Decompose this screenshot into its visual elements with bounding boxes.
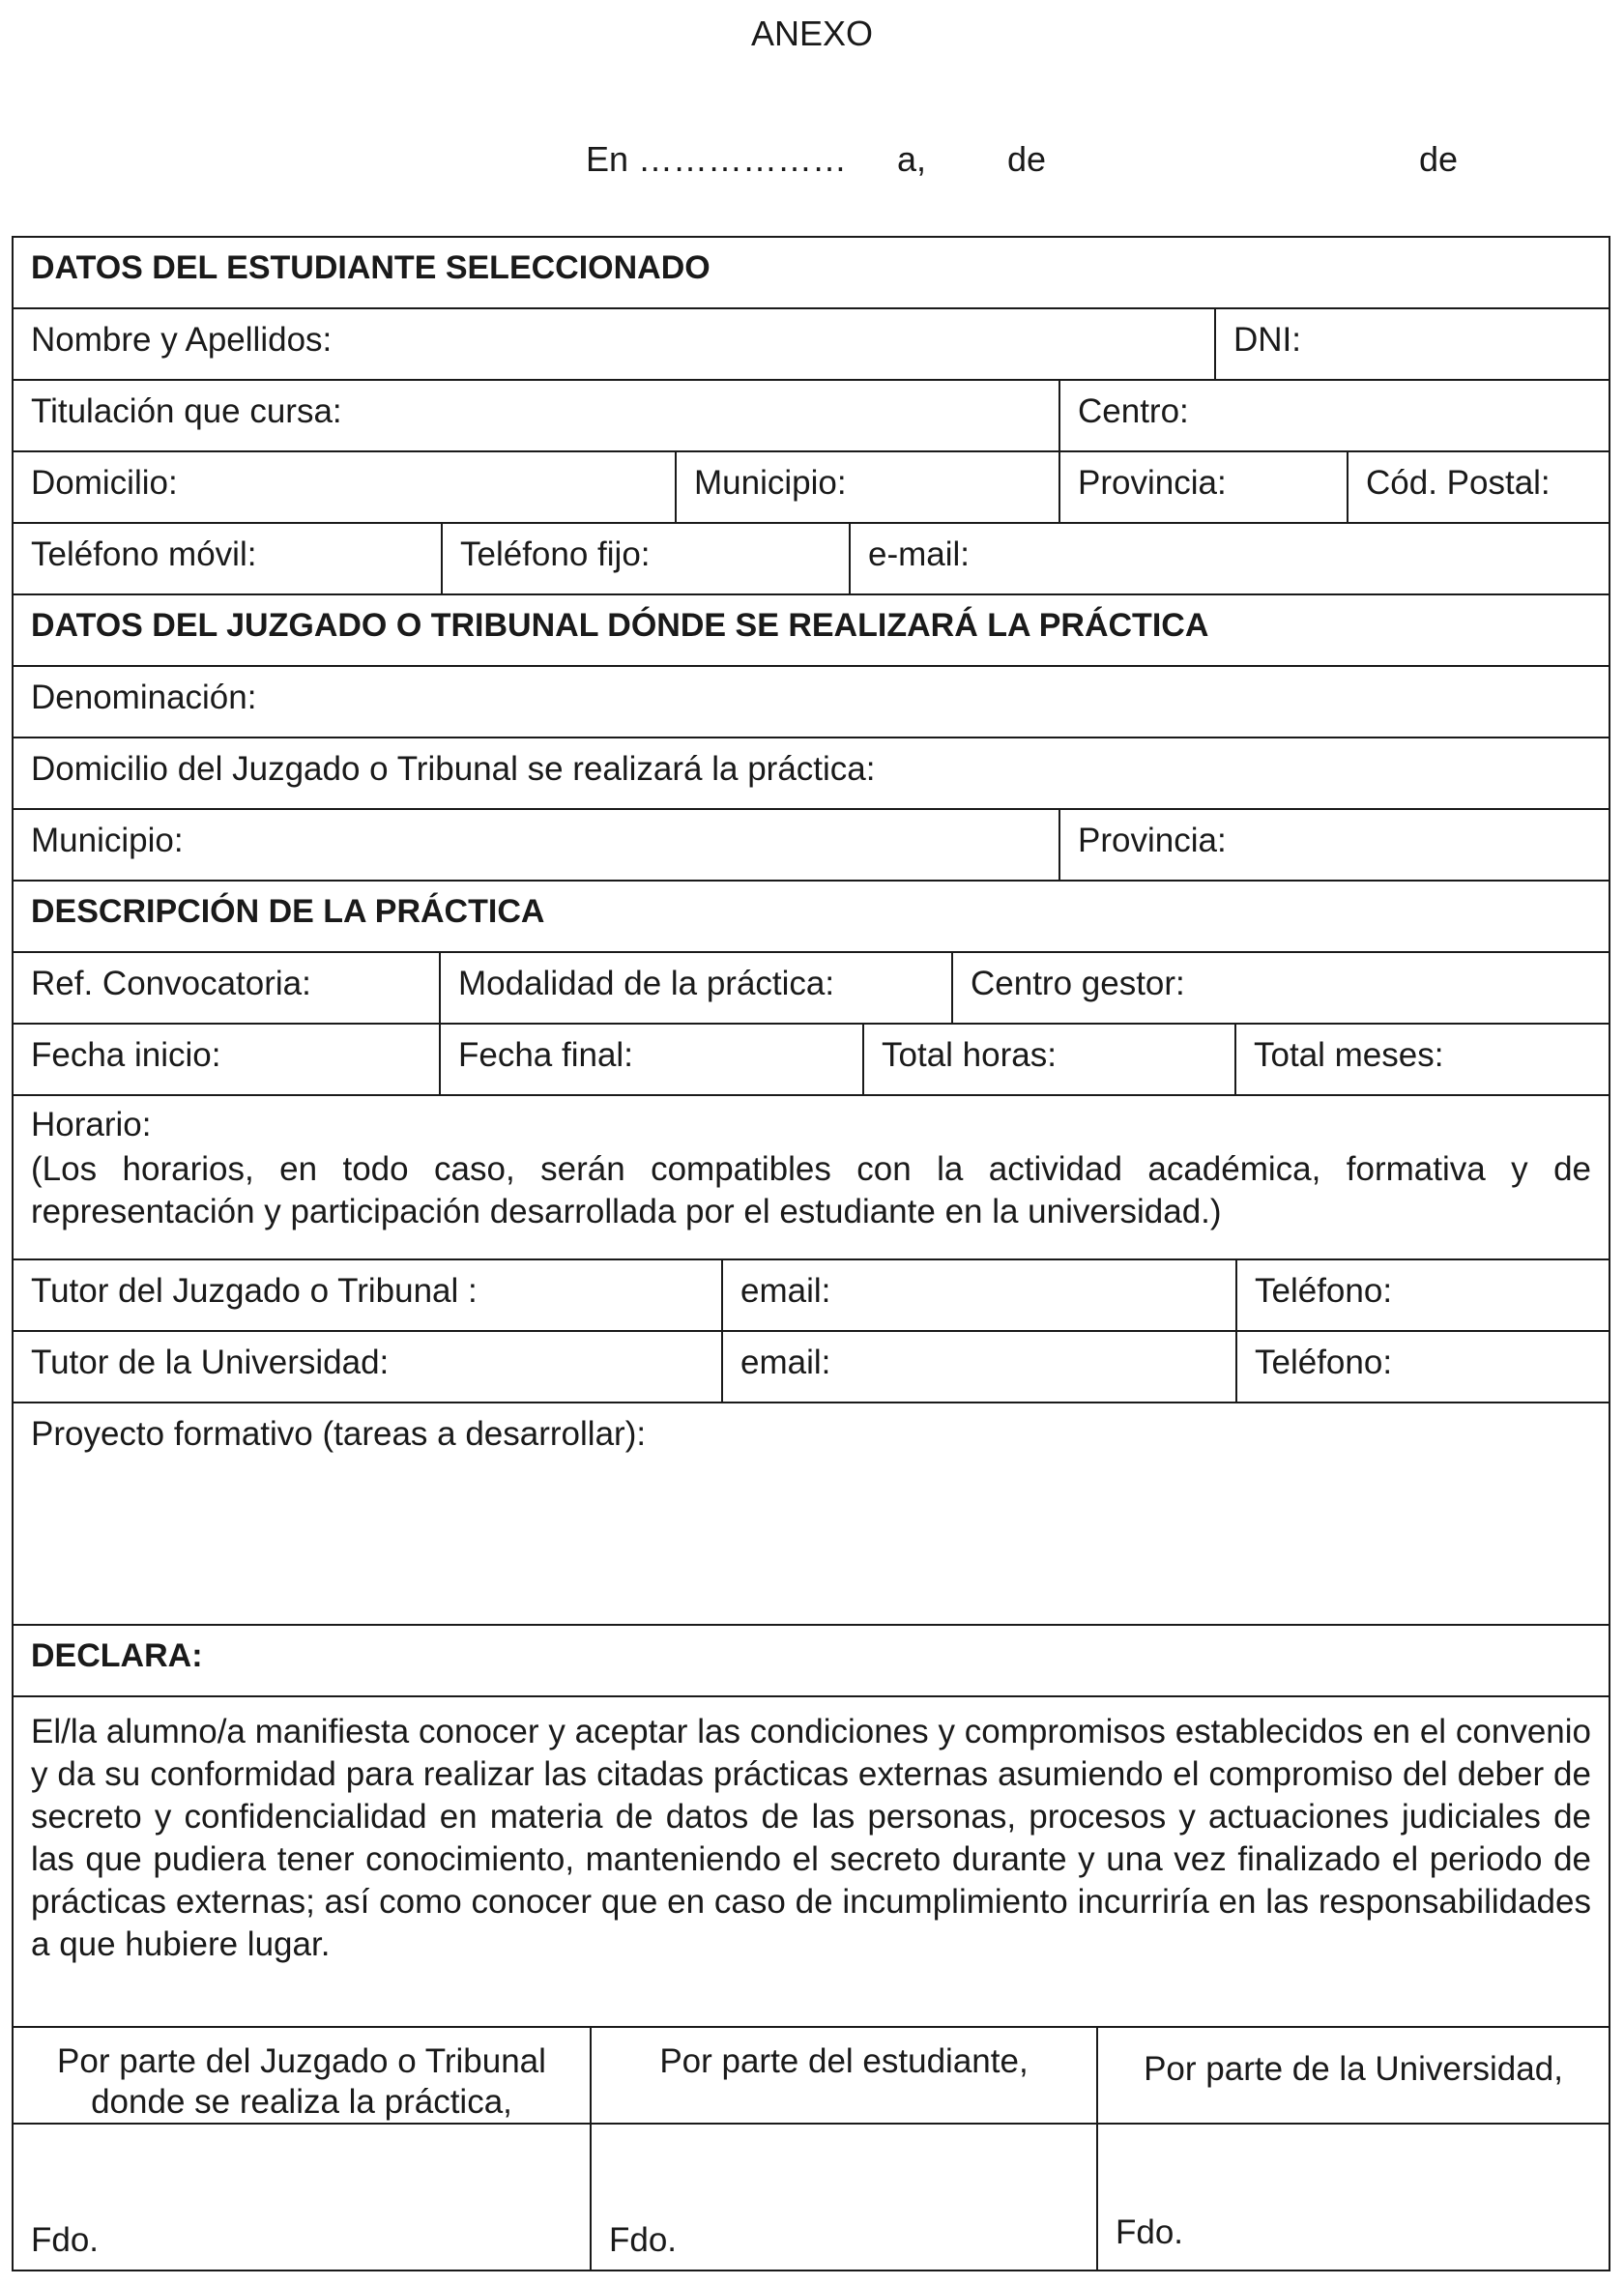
year-label: de [1419, 139, 1459, 179]
practice-section-header [14, 882, 1609, 953]
court-signature-heading [14, 2028, 592, 2123]
student-address-row [14, 452, 1609, 524]
student-heading: DATOS DEL ESTUDIANTE SELECCIONADO [31, 249, 710, 286]
university-fdo-label: Fdo. [1116, 2213, 1184, 2251]
court-signature-line1: Por parte del Juzgado o Tribunal [57, 2042, 546, 2080]
court-heading: DATOS DEL JUZGADO O TRIBUNAL DÓNDE SE REALIZARÁ LA PRÁCTICA [31, 607, 1209, 644]
student-address-field[interactable]: Domicilio: [14, 452, 677, 522]
schedule-row [14, 1096, 1609, 1260]
practice-modality-field[interactable]: Modalidad de la práctica: [441, 953, 953, 1023]
practice-dates-row [14, 1025, 1609, 1096]
managing-center-field[interactable]: Centro gestor: [971, 965, 1185, 1002]
student-name-row [14, 309, 1609, 381]
court-tutor-field[interactable]: Tutor del Juzgado o Tribunal : [14, 1260, 723, 1330]
place-label: En ……………… [586, 139, 848, 179]
declara-text-row [14, 1697, 1609, 2028]
signature-box-row [14, 2125, 1609, 2270]
court-municipality-field[interactable]: Municipio: [14, 810, 1060, 880]
annex-form [12, 236, 1610, 2271]
total-months-field[interactable]: Total meses: [1254, 1036, 1444, 1074]
student-contact-row [14, 524, 1609, 595]
student-municipality-field[interactable]: Municipio: [677, 452, 1060, 522]
start-date-field[interactable]: Fecha inicio: [14, 1025, 441, 1094]
student-mobile-field[interactable]: Teléfono móvil: [14, 524, 443, 593]
court-address-field[interactable]: Domicilio del Juzgado o Tribunal se realizará la práctica: [31, 750, 876, 788]
university-tutor-phone-field[interactable]: Teléfono: [1255, 1344, 1393, 1381]
student-fdo-label: Fdo. [609, 2221, 678, 2259]
student-province-field[interactable]: Provincia: [1060, 452, 1348, 522]
court-province-field[interactable]: Provincia: [1078, 822, 1227, 859]
schedule-label: Horario: [31, 1106, 152, 1143]
student-email-field[interactable]: e-mail: [868, 535, 971, 573]
court-tutor-phone-field[interactable]: Teléfono: [1255, 1272, 1393, 1310]
student-degree-row [14, 381, 1609, 452]
practice-ref-row [14, 953, 1609, 1025]
declara-heading: DECLARA: [31, 1637, 203, 1674]
university-signature-heading: Por parte de la Universidad, [1144, 2050, 1563, 2088]
court-tutor-email-field[interactable]: email: [723, 1260, 1237, 1330]
declaration-text: El/la alumno/a manifiesta conocer y aceptar las condiciones y compromisos establecidos en el convenio y da su conformidad para realizar las citadas prácticas externas asumiendo el compromiso del deber de secreto y confidencialidad en materia de datos de las personas, procesos y actuaciones judiciales de las que pudiera tener conocimiento, manteniendo el secreto durante y una vez finalizado el periodo de prácticas externas; así como conocer que en caso de incumplimiento incurriría en las responsabilidades a que hubiere lugar. [31, 1713, 1591, 1963]
student-postal-code-field[interactable]: Cód. Postal: [1366, 464, 1551, 502]
total-hours-field[interactable]: Total horas: [864, 1025, 1236, 1094]
court-signature-box[interactable] [14, 2125, 592, 2270]
court-signature-line2: donde se realiza la práctica, [91, 2083, 512, 2121]
university-tutor-field[interactable]: Tutor de la Universidad: [14, 1332, 723, 1402]
place-date-line [0, 139, 1624, 182]
end-date-field[interactable]: Fecha final: [441, 1025, 864, 1094]
student-dni-field[interactable]: DNI: [1233, 321, 1301, 359]
student-signature-heading: Por parte del estudiante, [592, 2028, 1098, 2123]
student-center-field[interactable]: Centro: [1078, 392, 1189, 430]
document-title: ANEXO [750, 14, 874, 53]
court-name-field[interactable]: Denominación: [31, 679, 257, 716]
call-reference-field[interactable]: Ref. Convocatoria: [14, 953, 441, 1023]
signature-heading-row [14, 2028, 1609, 2125]
schedule-note: (Los horarios, en todo caso, serán compatibles con la actividad académica, formativa y de representación y participación desarrollada por el estudiante en la universidad.) [31, 1150, 1591, 1230]
student-name-field[interactable]: Nombre y Apellidos: [14, 309, 1216, 379]
student-signature-box[interactable] [592, 2125, 1098, 2270]
training-project-field[interactable]: Proyecto formativo (tareas a desarrollar): [31, 1415, 647, 1453]
student-landline-field[interactable]: Teléfono fijo: [443, 524, 851, 593]
day-label: a, [897, 139, 927, 179]
court-fdo-label: Fdo. [31, 2221, 100, 2259]
court-name-row [14, 667, 1609, 738]
university-tutor-email-field[interactable]: email: [723, 1332, 1237, 1402]
schedule-field[interactable] [14, 1096, 1609, 1258]
court-section-header [14, 595, 1609, 667]
court-tutor-row [14, 1260, 1609, 1332]
declara-section-header [14, 1626, 1609, 1697]
month-label: de [1007, 139, 1047, 179]
practice-heading: DESCRIPCIÓN DE LA PRÁCTICA [31, 893, 545, 930]
training-project-row [14, 1403, 1609, 1626]
court-address-row [14, 738, 1609, 810]
student-section-header [14, 238, 1609, 309]
court-location-row [14, 810, 1609, 882]
university-tutor-row [14, 1332, 1609, 1403]
student-degree-field[interactable]: Titulación que cursa: [14, 381, 1060, 450]
university-signature-box[interactable] [1098, 2125, 1609, 2270]
